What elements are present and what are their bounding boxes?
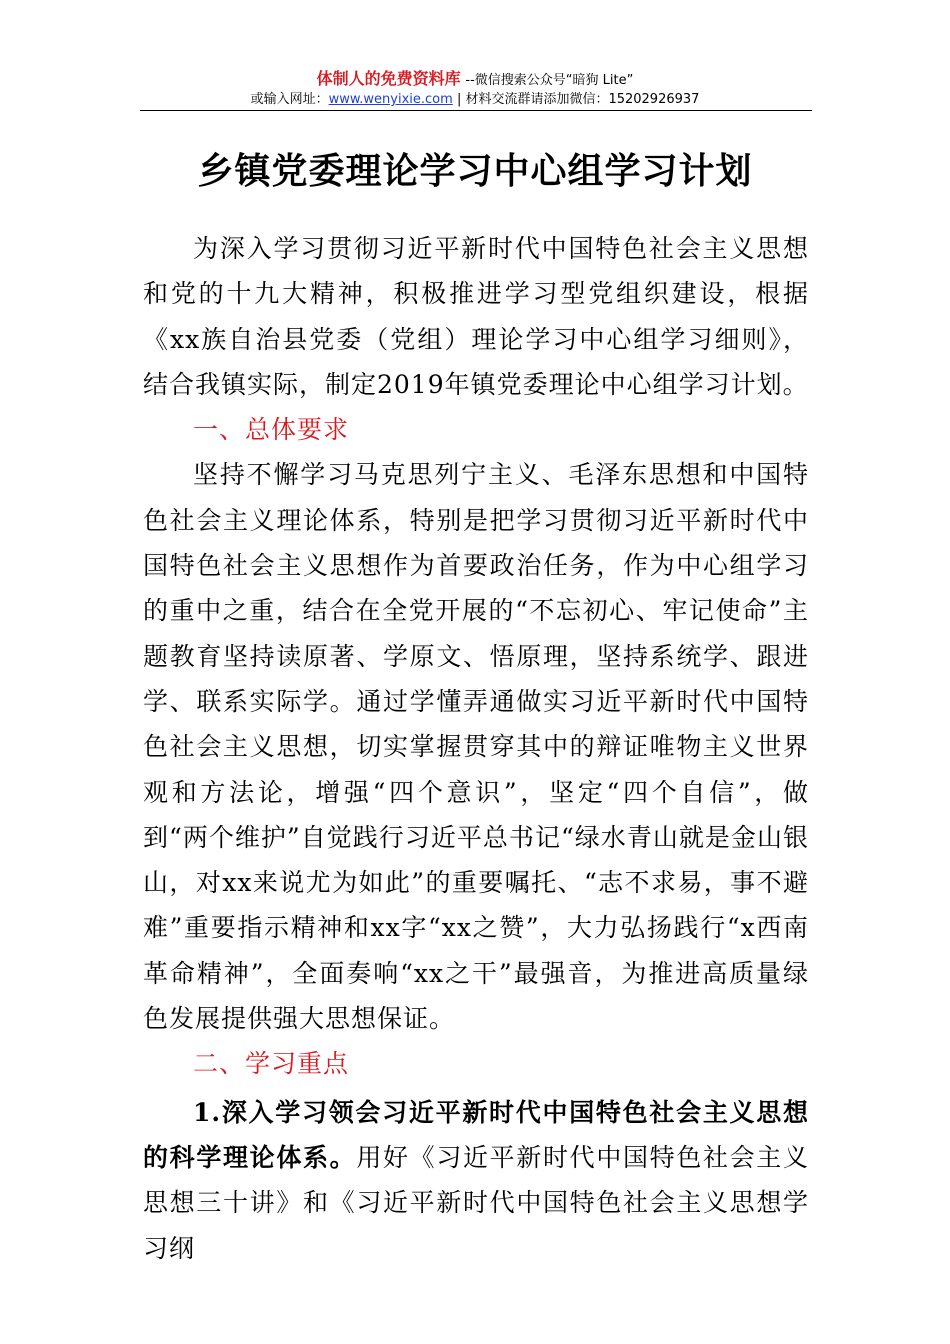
header-url-link[interactable]: www.wenyixie.com (328, 92, 453, 107)
header-url-prefix: 或输入网址： (250, 92, 329, 107)
study-focus-item-1 (143, 1090, 809, 1271)
header-contact-text: | 材料交流群请添加微信：15202926937 (456, 92, 700, 107)
study-focus-item-1-body: 用好《习近平新时代中国特色社会主义思想三十讲》和《习近平新时代中国特色社会主义思想学习纲 (143, 1142, 809, 1263)
header-brand-suffix: --微信搜索公众号“暗狗 Lite” (465, 73, 634, 88)
header-divider (140, 110, 812, 111)
document-body (143, 226, 809, 1271)
header-brand: 体制人的免费资料库 (316, 69, 461, 88)
document-title: 乡镇党委理论学习中心组学习计划 (197, 150, 753, 192)
header-source-line (0, 69, 950, 91)
study-focus-item-1-heading: 1.深入学习领会习近平新时代中国特色社会主义思想的科学理论体系。 (143, 1097, 809, 1172)
section-heading-study-focus: 二、学习重点 (193, 1049, 350, 1079)
header-contact-line (0, 91, 950, 109)
intro-paragraph: 为深入学习贯彻习近平新时代中国特色社会主义思想和党的十九大精神，积极推进学习型党组织建设，根据《xx族自治县党委（党组）理论学习中心组学习细则》，结合我镇实际，制定2019年镇党委理论中心组学习计划。 (143, 234, 809, 399)
section-heading-general-requirements: 一、总体要求 (193, 415, 350, 445)
general-requirements-paragraph: 坚持不懈学习马克思列宁主义、毛泽东思想和中国特色社会主义理论体系，特别是把学习贯彻习近平新时代中国特色社会主义思想作为首要政治任务，作为中心组学习的重中之重，结合在全党开展的“不忘初心、牢记使命”主题教育坚持读原著、学原文、悟原理，坚持系统学、跟进学、联系实际学。通过学懂弄通做实习近平新时代中国特色社会主义思想，切实掌握贯穿其中的辩证唯物主义世界观和方法论，增强“四个意识”，坚定“四个自信”，做到“两个维护”自觉践行习近平总书记“绿水青山就是金山银山，对xx来说尤为如此”的重要嘱托、“志不求易，事不避难”重要指示精神和xx字“xx之赞”，大力弘扬践行“x西南革命精神”，全面奏响“xx之干”最强音，为推进高质量绿色发展提供强大思想保证。 (143, 460, 809, 1034)
